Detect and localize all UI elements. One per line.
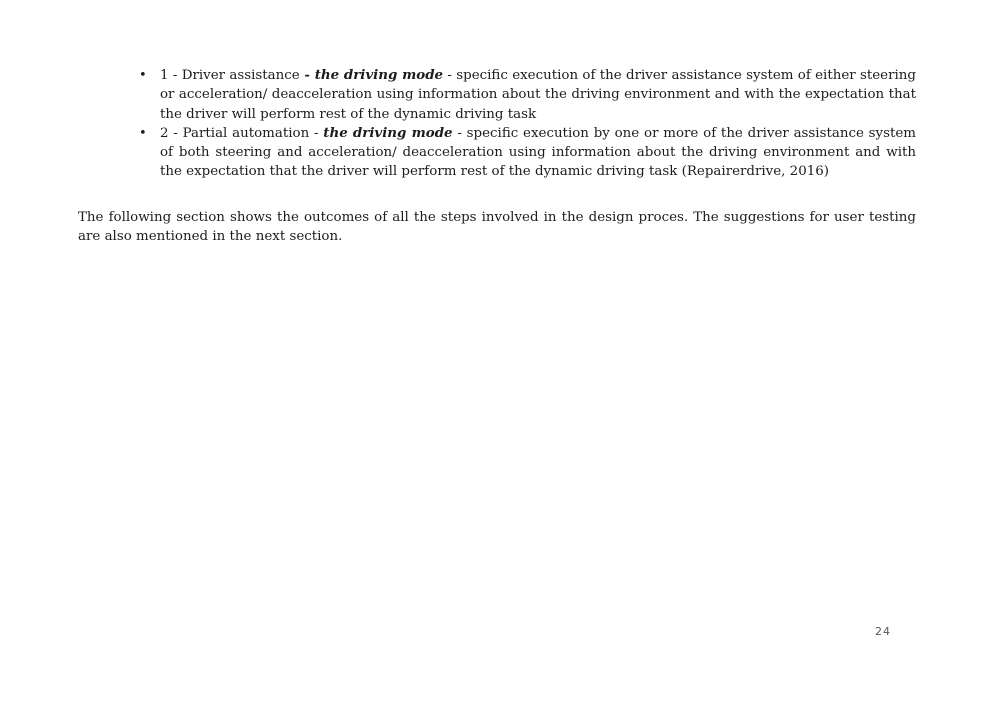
list-item [139, 66, 916, 124]
list-item-prefix: 2 - Partial automation [160, 125, 310, 141]
list-item-separator: - [309, 125, 324, 141]
driving-mode-list [139, 66, 916, 182]
list-item-text: specific execution by one or more of the driver assistance system of both steering and acceleration/ deacceleration using information about the driving environment and with the expectation that the driver will perform rest of the dynamic driving task (Repairerdrive, 2016) [160, 125, 916, 180]
list-item-separator: - [443, 68, 457, 83]
list-item-mode: the driving mode [323, 124, 453, 141]
bullet-icon: • [139, 125, 147, 141]
list-item [139, 124, 916, 182]
body-paragraph: The following section shows the outcomes of all the steps involved in the design proces. The suggestions for user testing are also mentioned in the next section. [78, 210, 916, 245]
list-item-text: specific execution of the driver assistance system of either steering or acceleration/ deacceleration using information about the driving environment and with the expectation that the driver will perform rest of the dynamic driving task [160, 68, 916, 122]
list-item-separator: - [452, 125, 467, 141]
list-item-prefix: 1 - Driver assistance [160, 68, 300, 83]
list-item-mode: the driving mode [314, 67, 444, 83]
list-item-separator: - [299, 67, 315, 83]
page-number: 24 [875, 625, 891, 638]
bullet-icon: • [139, 68, 147, 83]
